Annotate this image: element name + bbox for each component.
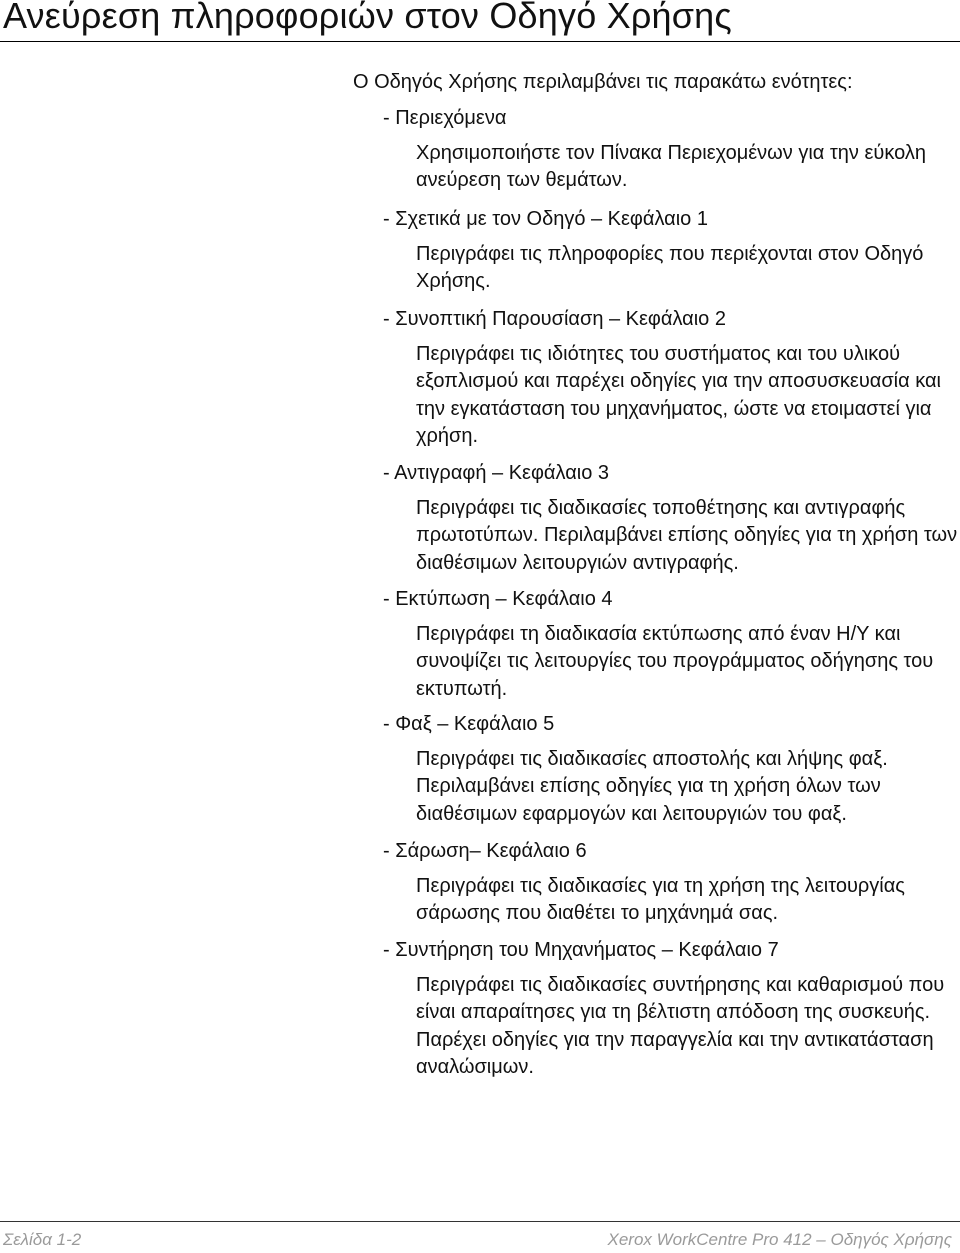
- section-heading: - Φαξ – Κεφάλαιο 5: [383, 713, 555, 735]
- section-chapter-6: [383, 838, 960, 928]
- section-heading: - Εκτύπωση – Κεφάλαιο 4: [383, 588, 613, 610]
- section-chapter-5: [383, 711, 960, 828]
- section-heading: - Συντήρηση του Μηχανήματος – Κεφάλαιο 7: [383, 939, 779, 961]
- section-chapter-3: [383, 460, 960, 577]
- footer-page-number: Σελίδα 1-2: [3, 1230, 82, 1249]
- section-description: Περιγράφει τις διαδικασίες τοποθέτησης και αντιγραφής πρωτοτύπων. Περιλαμβάνει επίσης οδηγίες για τη χρήση των διαθέσιμων λειτουργιών αντιγραφής.: [416, 497, 958, 574]
- section-description: Περιγράφει τις ιδιότητες του συστήματος και του υλικού εξοπλισμού και παρέχει οδηγίες για την αποσυσκευασία και την εγκατάσταση του μηχανήματος, ώστε να ετοιμαστεί για χρήση.: [416, 343, 941, 447]
- intro-text: Ο Οδηγός Χρήσης περιλαμβάνει τις παρακάτω ενότητες:: [353, 71, 853, 93]
- section-heading: - Αντιγραφή – Κεφάλαιο 3: [383, 462, 609, 484]
- section-heading: - Σάρωση– Κεφάλαιο 6: [383, 840, 587, 862]
- section-description: Περιγράφει τις διαδικασίες για τη χρήση της λειτουργίας σάρωσης που διαθέτει το μηχάνημά σας.: [416, 875, 905, 925]
- footer-product-name: Xerox WorkCentre Pro 412 – Οδηγός Χρήσης: [607, 1230, 952, 1249]
- section-heading: - Σχετικά με τον Οδηγό – Κεφάλαιο 1: [383, 208, 708, 230]
- section-chapter-1: [383, 206, 960, 296]
- section-description: Περιγράφει τις πληροφορίες που περιέχονται στον Οδηγό Χρήσης.: [416, 243, 924, 293]
- page-title: Ανεύρεση πληροφοριών στον Οδηγό Χρήσης: [3, 0, 732, 36]
- section-chapter-7: [383, 937, 960, 1081]
- section-description: Περιγράφει τη διαδικασία εκτύπωσης από έναν Η/Υ και συνοψίζει τις λειτουργίες του προγράμματος οδήγησης του εκτυπωτή.: [416, 623, 934, 700]
- section-description: Περιγράφει τις διαδικασίες συντήρησης και καθαρισμού που είναι απαραίτησες για τη βέλτιστη απόδοση της συσκευής. Παρέχει οδηγίες για την παραγγελία και την αντικατάσταση αναλώσιμων.: [416, 974, 945, 1078]
- section-chapter-2: [383, 306, 960, 450]
- section-description: Περιγράφει τις διαδικασίες αποστολής και λήψης φαξ. Περιλαμβάνει επίσης οδηγίες για τη χρήση όλων των διαθέσιμων εφαρμογών και λειτουργιών του φαξ.: [416, 748, 888, 825]
- title-divider: [0, 41, 960, 42]
- section-description: Χρησιμοποιήστε τον Πίνακα Περιεχομένων για την εύκολη ανεύρεση των θεμάτων.: [416, 142, 926, 192]
- section-contents: [383, 105, 960, 195]
- section-chapter-4: [383, 586, 960, 703]
- footer-divider: [0, 1221, 960, 1222]
- section-heading: - Περιεχόμενα: [383, 107, 507, 129]
- section-heading: - Συνοπτική Παρουσίαση – Κεφάλαιο 2: [383, 308, 726, 330]
